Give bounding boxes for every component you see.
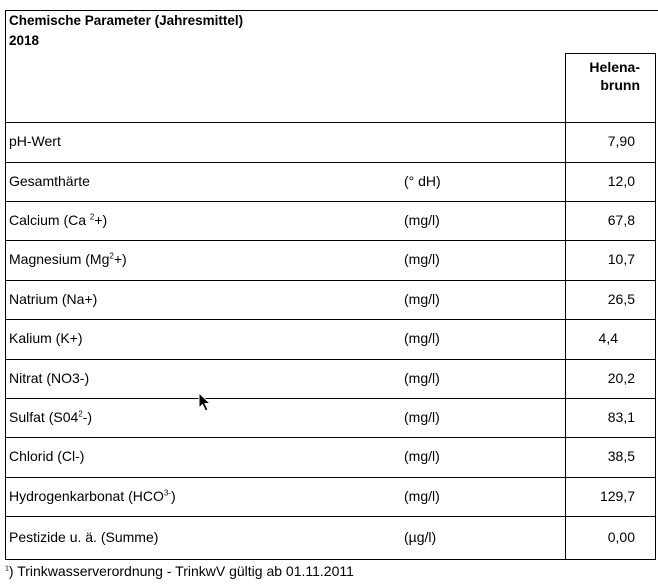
row-divider (5, 319, 656, 320)
value-cell: 10,7 (607, 251, 635, 267)
footnote (5, 563, 354, 579)
value-cell: 129,7 (599, 488, 635, 504)
value-column-left-border (565, 53, 566, 560)
row-divider (5, 437, 656, 438)
unit-label: (mg/l) (404, 409, 440, 425)
value-cell: 4,4 (598, 330, 618, 346)
column-header-top-border (565, 53, 656, 54)
value-cell: 20,2 (607, 370, 635, 386)
parameter-name: Chlorid (Cl-) (9, 448, 85, 464)
value-cell: 26,5 (607, 291, 635, 307)
unit-label: (mg/l) (404, 488, 440, 504)
value-cell: 7,90 (607, 133, 635, 149)
parameter-name: Gesamthärte (9, 173, 90, 189)
table-bottom-border (5, 559, 656, 560)
table-right-border (655, 53, 656, 560)
unit-label: (mg/l) (404, 330, 440, 346)
unit-label: (mg/l) (404, 251, 440, 267)
parameter-name: pH-Wert (9, 133, 61, 149)
parameter-name: Calcium (Ca $^2$+) (9, 212, 108, 228)
unit-label: (µg/l) (404, 529, 437, 545)
unit-label: (mg/l) (404, 291, 440, 307)
column-header-line1: Helena- (589, 59, 640, 75)
row-divider (5, 398, 656, 399)
table-top-border (5, 10, 658, 11)
row-divider (5, 201, 656, 202)
unit-label: (° dH) (404, 173, 441, 189)
table-left-border-lower (5, 122, 6, 560)
value-cell: 67,8 (607, 212, 635, 228)
footnote-marker: 1 (5, 565, 9, 573)
table-title: Chemische Parameter (Jahresmittel) (9, 13, 244, 28)
unit-label: (mg/l) (404, 370, 440, 386)
value-cell: 83,1 (607, 409, 635, 425)
row-divider (5, 516, 656, 517)
table-left-border (5, 10, 6, 122)
column-header-line2: brunn (600, 77, 640, 93)
parameter-name: Natrium (Na+) (9, 291, 98, 307)
parameter-name: Magnesium $(Mg^2+)$ (9, 251, 127, 267)
row-divider (5, 477, 656, 478)
value-cell: 38,5 (607, 448, 635, 464)
table-year: 2018 (9, 33, 40, 48)
row-divider (5, 359, 656, 360)
value-cell: 12,0 (607, 173, 635, 189)
column-header-helenabrunn (570, 58, 640, 94)
parameter-name: Nitrat (NO3-) (9, 370, 90, 386)
parameter-name: Kalium (K+) (9, 330, 83, 346)
row-divider (5, 240, 656, 241)
value-cell: 0,00 (607, 529, 635, 545)
unit-label: (mg/l) (404, 448, 440, 464)
footnote-text: ) Trinkwasserverordnung - TrinkwV gültig ab 01.11.2011 (8, 563, 354, 579)
parameter-name: Pestizide u. ä. (Summe) (9, 529, 159, 545)
parameter-name: Hydrogenkarbonat $(HCO^{3-})$ (9, 488, 176, 504)
mouse-pointer-icon (198, 392, 212, 412)
row-divider (5, 162, 656, 163)
unit-label: (mg/l) (404, 212, 440, 228)
row-divider (5, 280, 656, 281)
header-bottom-border (5, 122, 656, 123)
parameter-name: Sulfat $(S04^2-)$ (9, 409, 93, 425)
